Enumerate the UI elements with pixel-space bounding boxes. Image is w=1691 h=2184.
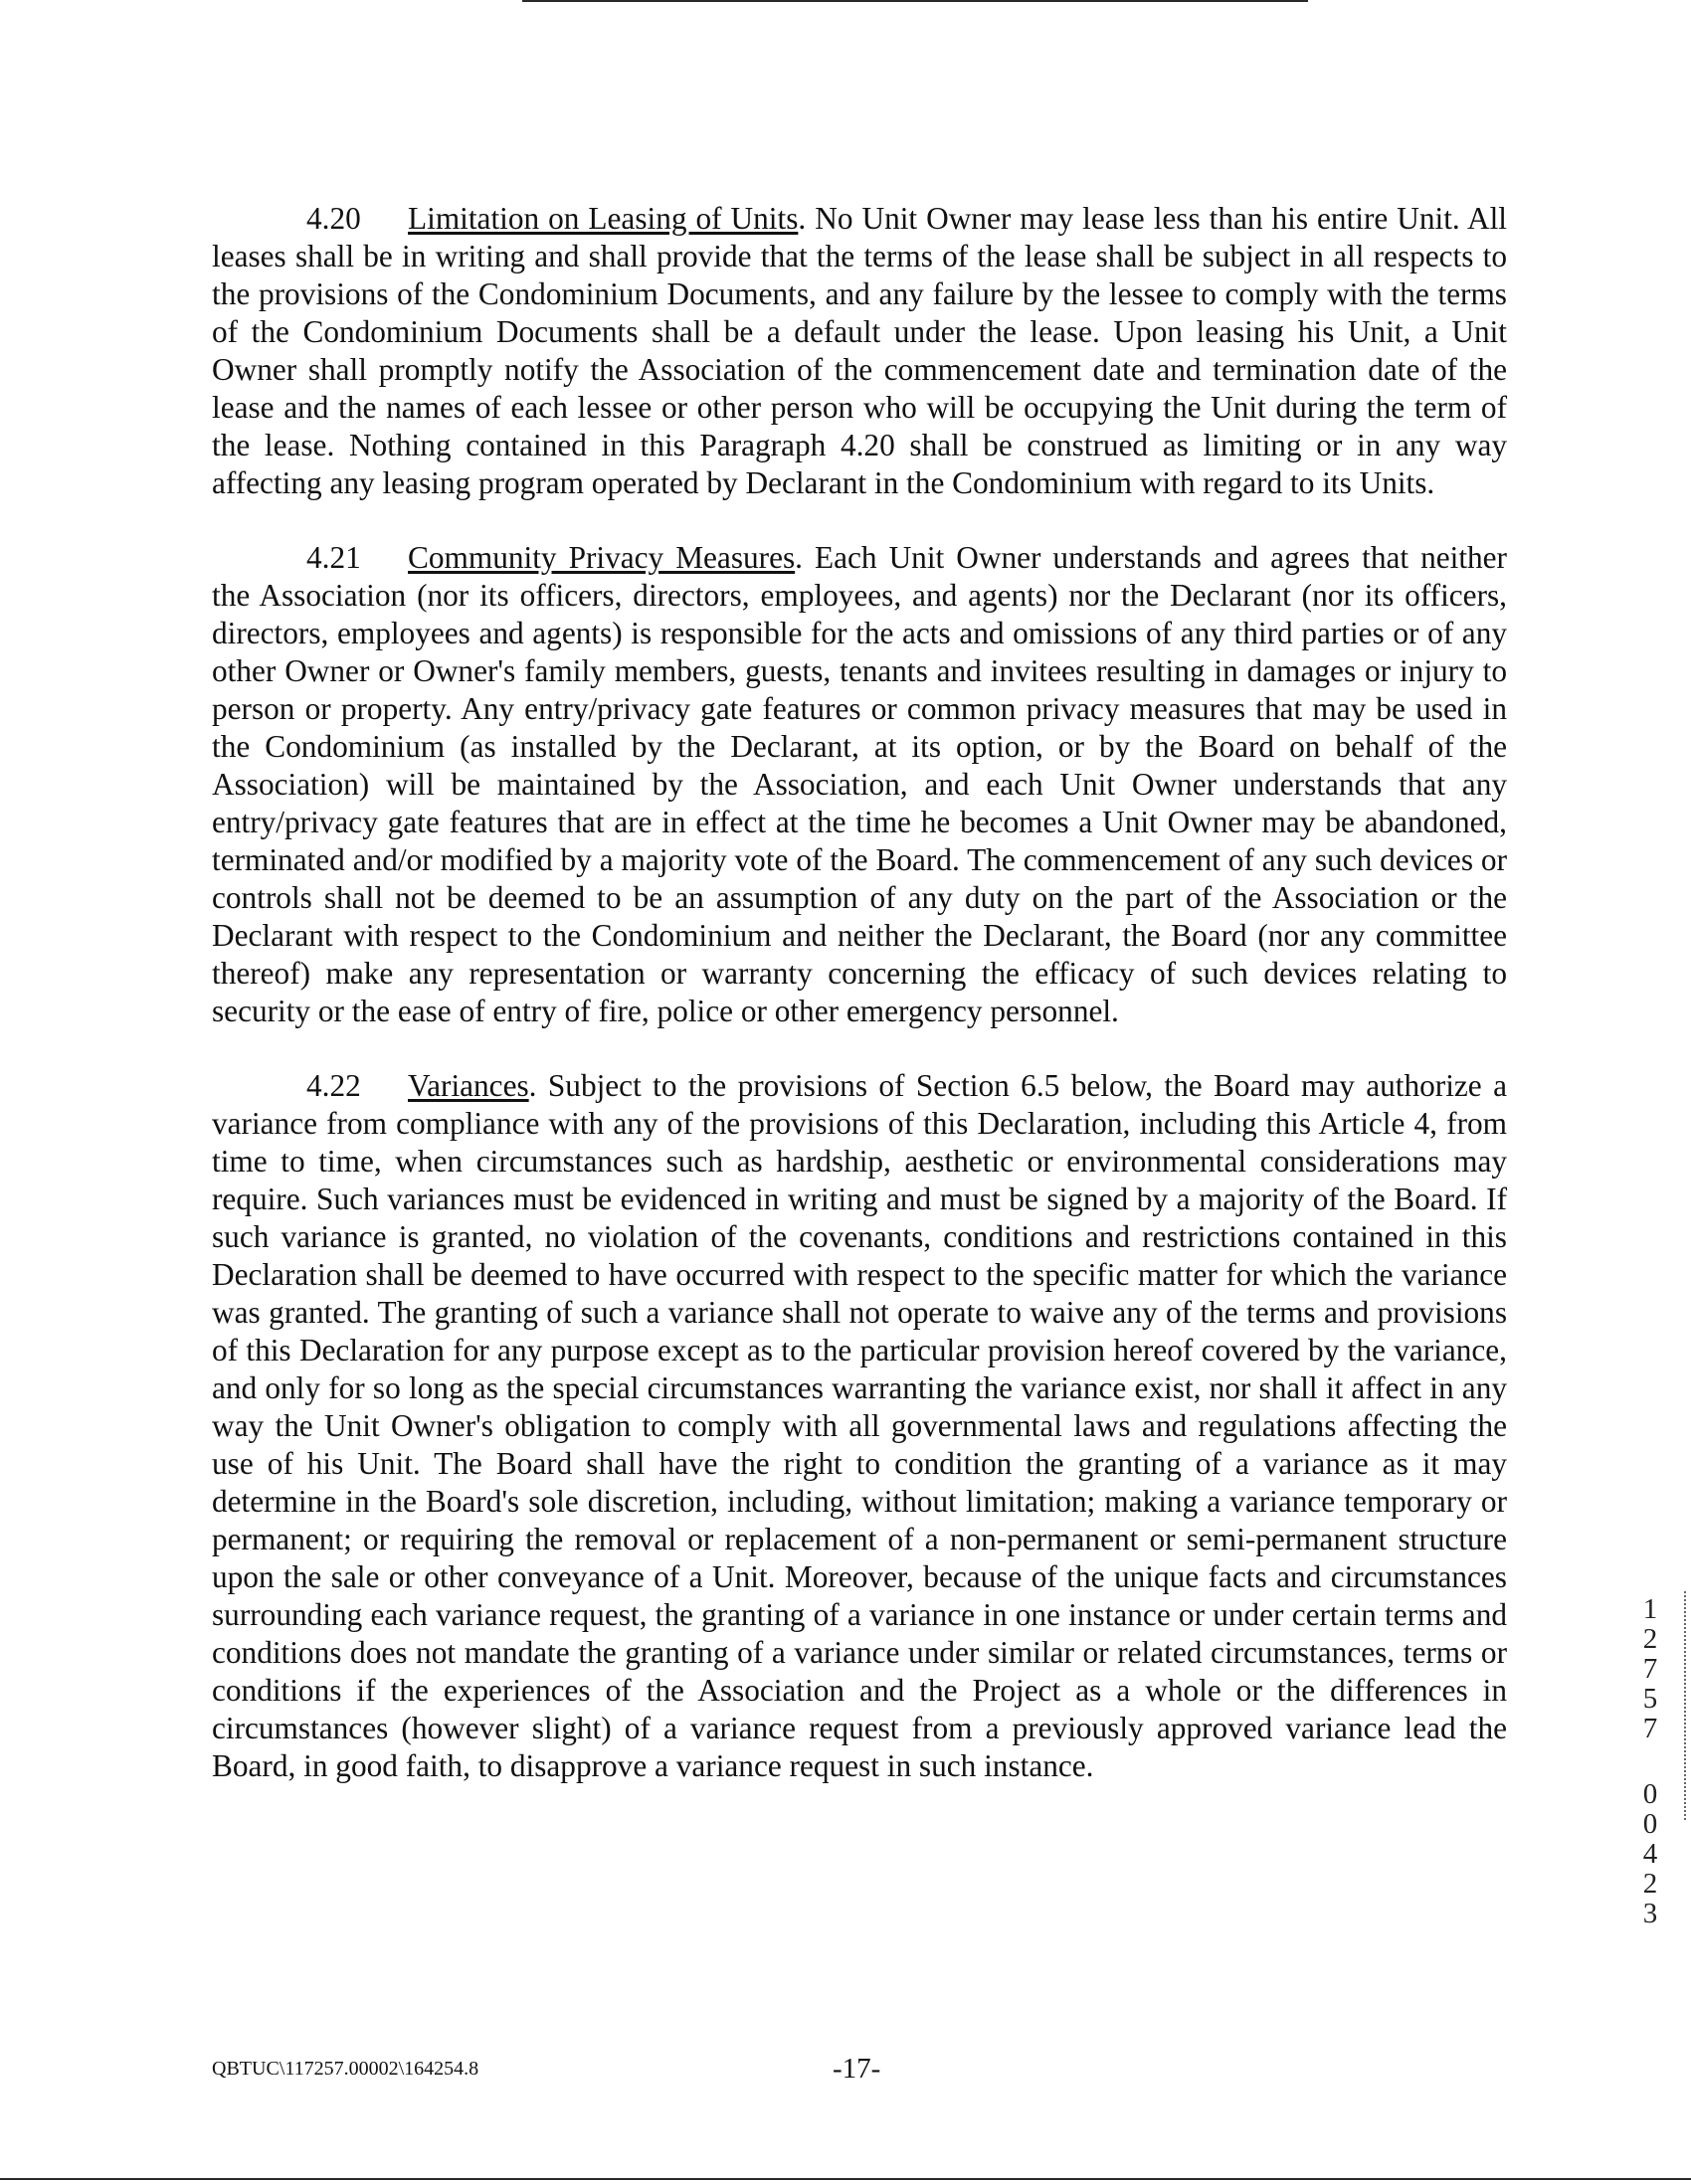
stamp-digit: 7: [1642, 1653, 1658, 1685]
recording-number-stamp: [1635, 1594, 1665, 1928]
stamp-digit: 7: [1642, 1713, 1658, 1744]
stamp-digit: 0: [1642, 1778, 1658, 1810]
stamp-digit: 2: [1642, 1623, 1658, 1655]
stamp-digit: 2: [1642, 1868, 1658, 1900]
stamp-digit: 4: [1642, 1838, 1658, 1870]
stamp-digit: 1: [1642, 1593, 1658, 1625]
section-4-20: [212, 200, 1507, 502]
section-title: Community Privacy Measures: [408, 540, 796, 575]
stamp-digit: 5: [1642, 1683, 1658, 1715]
footer-document-id: QBTUC\117257.00002\164254.8: [212, 2058, 479, 2080]
section-title: Variances: [408, 1068, 529, 1103]
section-number: 4.20: [306, 201, 361, 236]
section-text: . No Unit Owner may lease less than his entire Unit. All leases shall be in writing and shall provide that the terms of the lease shall be subject in all respects to the provisions of the Condominium Documents, and any failure by the lessee to comply with the terms of the Condominium Documents shall be a default under the lease. Upon leasing his Unit, a Unit Owner shall promptly notify the Association of the commencement date and termination date of the lease and the names of each lessee or other person who will be occupying the Unit during the term of the lease. Nothing contained in this Paragraph 4.20 shall be construed as limiting or in any way affecting any leasing program operated by Declarant in the Condominium with regard to its Units.: [212, 201, 1508, 500]
scan-bottom-edge-line: [0, 2178, 1691, 2180]
section-4-21: [212, 539, 1507, 1030]
section-title: Limitation on Leasing of Units: [408, 201, 799, 236]
scan-top-edge-line: [522, 0, 1308, 2]
stamp-digit: 0: [1642, 1808, 1658, 1840]
scan-edge-mark: [1684, 1591, 1688, 1820]
section-number: 4.22: [306, 1068, 361, 1103]
section-text: . Subject to the provisions of Section 6.5 below, the Board may authorize a variance from compliance with any of the provisions of this Declaration, including this Article 4, from time to time, when circumstances such as hardship, aesthetic or environmental considerations may require. Such variances must be evidenced in writing and must be signed by a majority of the Board. If such variance is granted, no violation of the covenants, conditions and restrictions contained in this Declaration shall be deemed to have occurred with respect to the specific matter for which the variance was granted. The granting of such a variance shall not operate to waive any of the terms and provisions of this Declaration for any purpose except as to the particular provision hereof covered by the variance, and only for so long as the special circumstances warranting the variance exist, nor shall it affect in any way the Unit Owner's obligation to comply with all governmental laws and regulations affecting the use of his Unit. The Board shall have the right to condition the granting of a variance as it may determine in the Board's sole discretion, including, without limitation; making a variance temporary or permanent; or requiring the removal or replacement of a non-permanent or semi-permanent structure upon the sale or other conveyance of a Unit. Moreover, because of the unique facts and circumstances surrounding each variance request, the granting of a variance in one instance or under certain terms and conditions does not mandate the granting of a variance under similar or related circumstances, terms or conditions if the experiences of the Association and the Project as a whole or the differences in circumstances (however slight) of a variance request from a previously approved variance lead the Board, in good faith, to disapprove a variance request in such instance.: [212, 1068, 1507, 1783]
section-4-22: [212, 1067, 1507, 1785]
stamp-gap: [1635, 1743, 1665, 1779]
section-text: . Each Unit Owner understands and agrees that neither the Association (nor its officers, directors, employees, and agents) nor the Declarant (nor its officers, directors, employees and agents) is responsible for the acts and omissions of any third parties or of any other Owner or Owner's family members, guests, tenants and invitees resulting in damages or injury to person or property. Any entry/privacy gate features or common privacy measures that may be used in the Condominium (as installed by the Declarant, at its option, or by the Board on behalf of the Association) will be maintained by the Association, and each Unit Owner understands that any entry/privacy gate features that are in effect at the time he becomes a Unit Owner may be abandoned, terminated and/or modified by a majority vote of the Board. The commencement of any such devices or controls shall not be deemed to be an assumption of any duty on the part of the Association or the Declarant with respect to the Condominium and neither the Declarant, the Board (nor any committee thereof) make any representation or warranty concerning the efficacy of such devices relating to security or the ease of entry of fire, police or other emergency personnel.: [212, 540, 1507, 1028]
section-number: 4.21: [306, 540, 361, 575]
stamp-digit: 3: [1642, 1898, 1658, 1929]
page-number: -17-: [833, 2053, 881, 2085]
document-body: [212, 200, 1507, 1822]
